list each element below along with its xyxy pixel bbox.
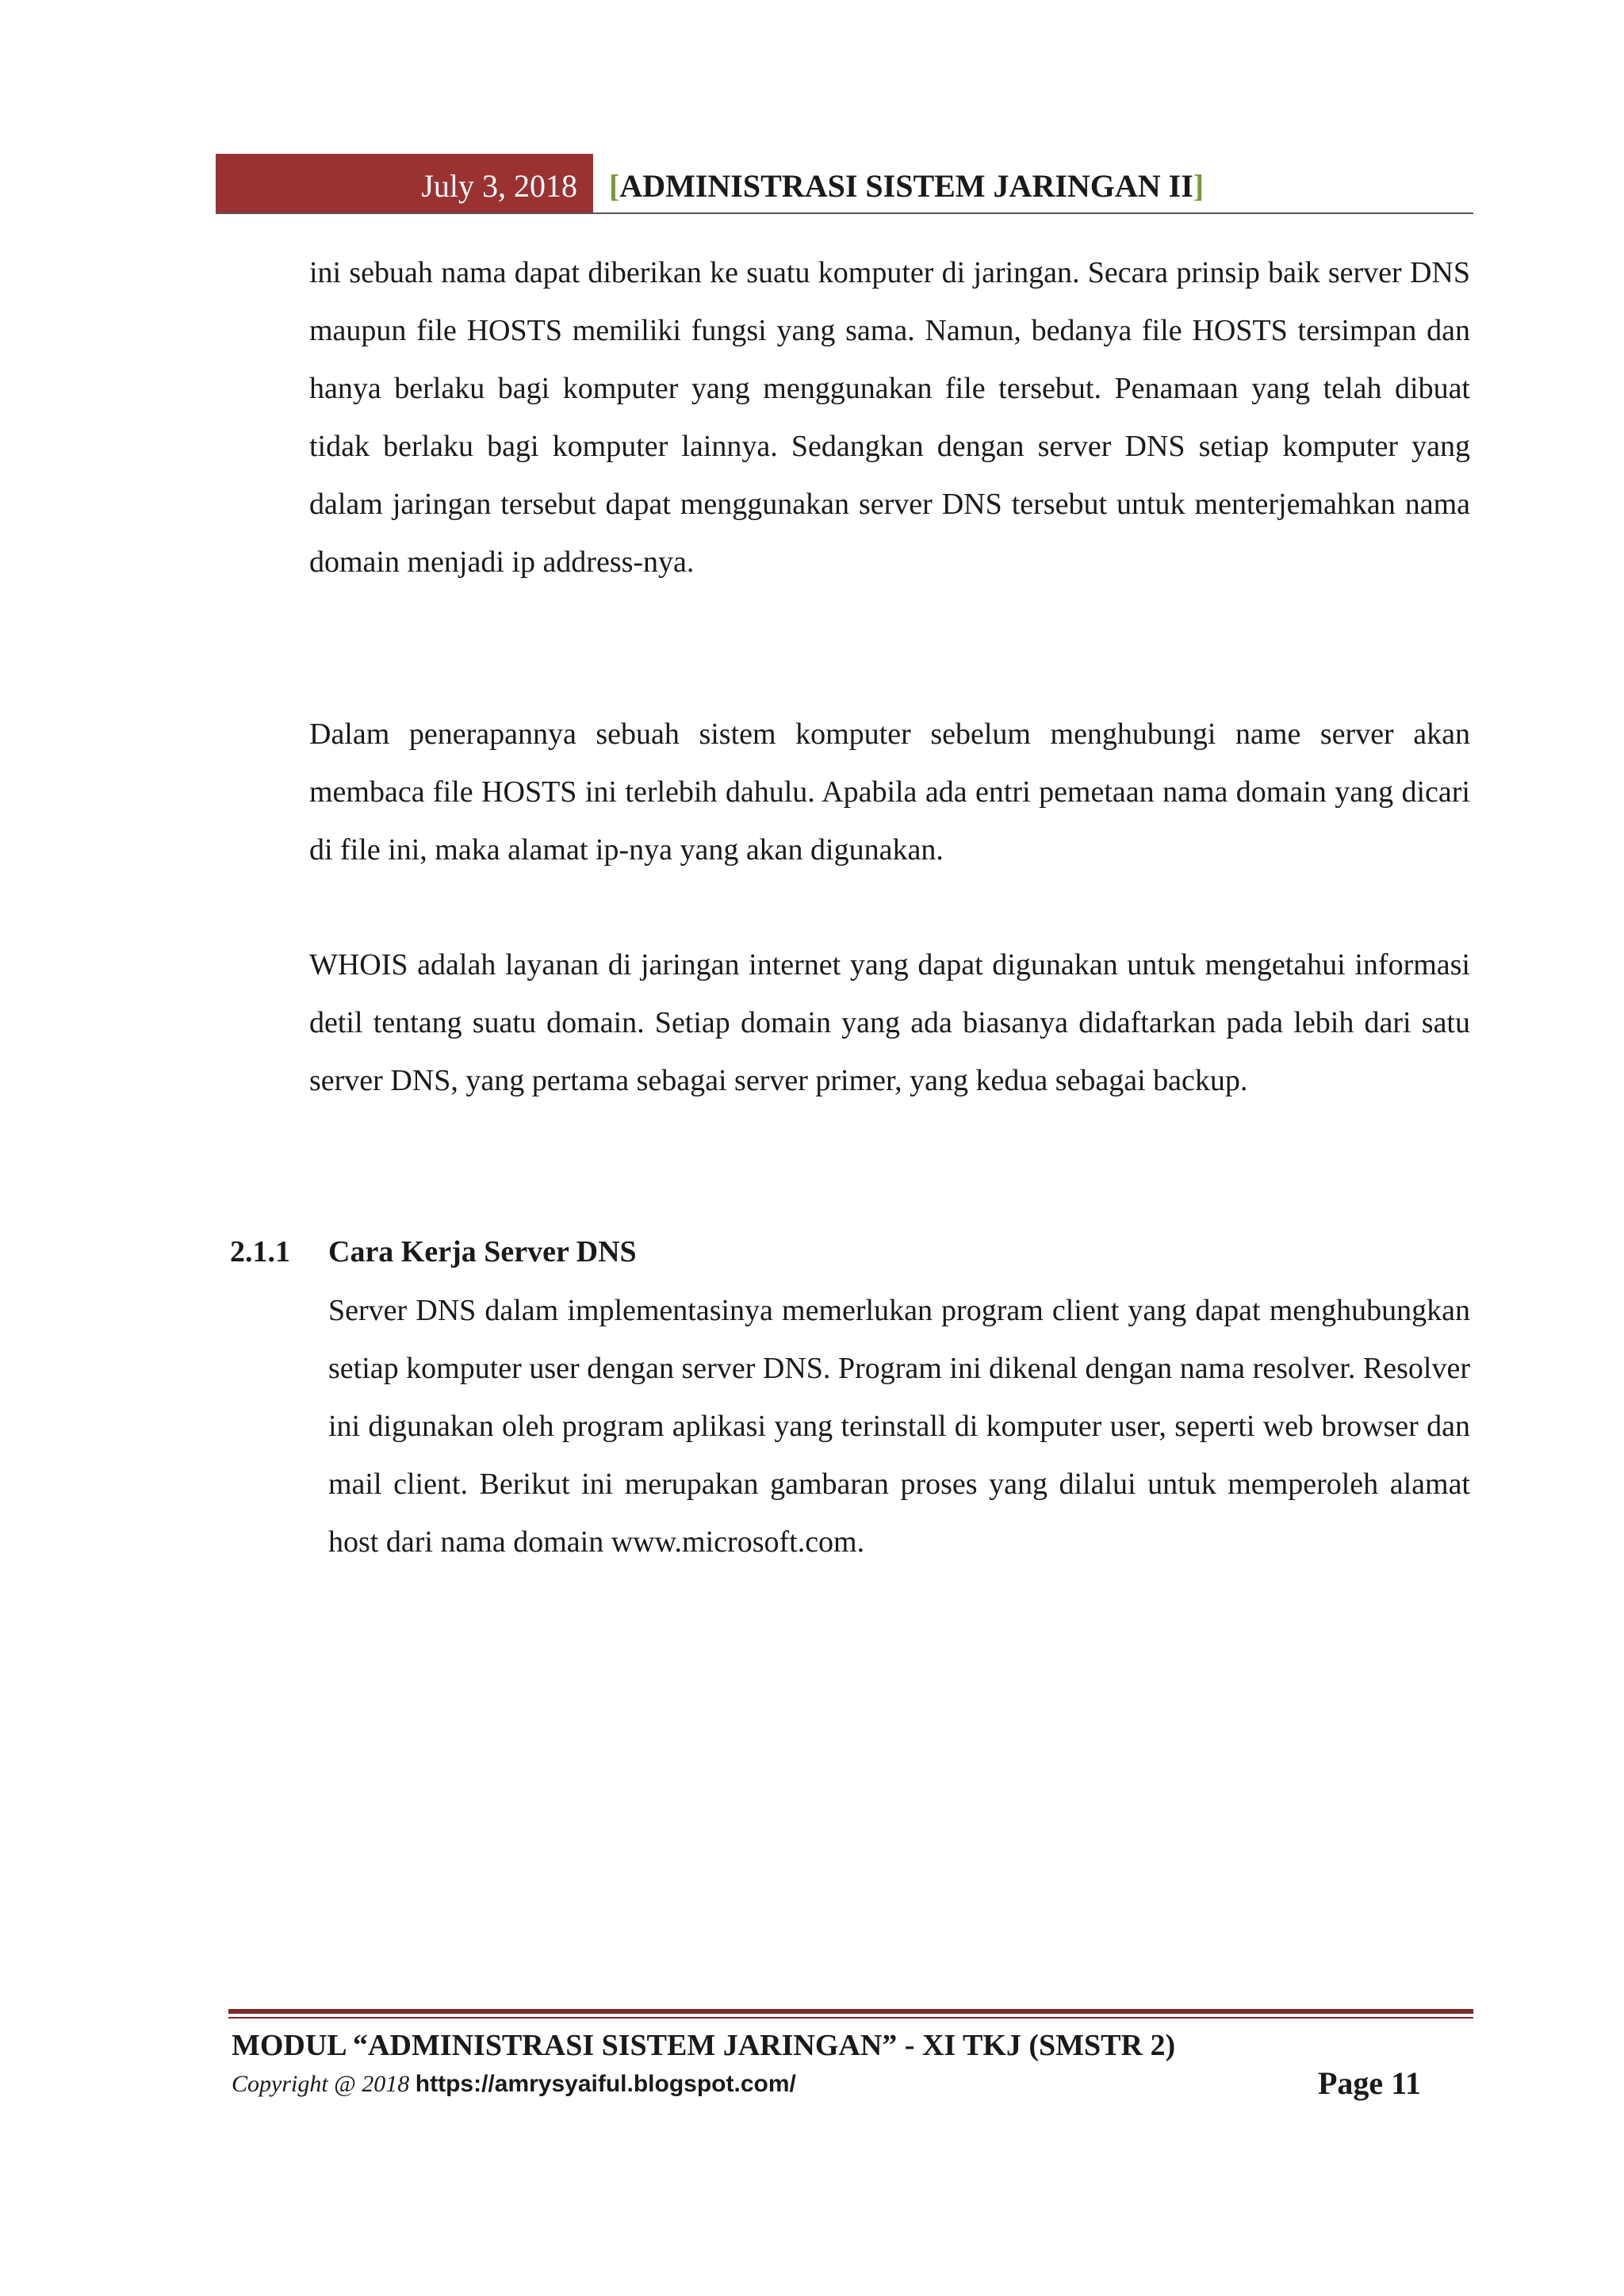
header-divider [216,212,1473,214]
footer-module-title: MODUL “ADMINISTRASI SISTEM JARINGAN” - XI TKJ (SMSTR 2) [232,2029,1176,2062]
footer-divider-thin [228,2017,1473,2019]
header-bracket-open: [ [609,168,620,204]
copyright-label: Copyright @ 2018 [232,2071,410,2097]
footer-copyright [232,2064,796,2104]
page-number: Page 11 [1318,2065,1421,2101]
header-date-bar [216,154,593,212]
blog-link[interactable]: https://amrysyaiful.blogspot.com/ [415,2071,796,2097]
section-heading: Cara Kerja Server DNS [328,1235,637,1269]
header-bracket-close: ] [1193,168,1205,204]
section-paragraph: Server DNS dalam implementasinya memerlukan program client yang dapat menghubungkan setiap komputer user dengan server DNS. Program ini dikenal dengan nama resolver. Resolver ini digunakan oleh program aplikasi yang terinstall di komputer user, seperti web browser dan mail client. Berikut ini merupakan gambaran proses yang dilalui untuk memperoleh alamat host dari nama domain www.microsoft.com. [328,1294,1470,1559]
body-paragraph-2: Dalam penerapannya sebuah sistem komputer sebelum menghubungi name server akan membaca file HOSTS ini terlebih dahulu. Apabila ada entri pemetaan nama domain yang dicari di file ini, maka alamat ip-nya yang akan digunakan. [309,718,1470,867]
header-date: July 3, 2018 [421,168,577,204]
section-number: 2.1.1 [230,1235,290,1269]
body-paragraph-1: ini sebuah nama dapat diberikan ke suatu komputer di jaringan. Secara prinsip baik server DNS maupun file HOSTS memiliki fungsi yang sama. Namun, bedanya file HOSTS tersimpan dan hanya berlaku bagi komputer yang menggunakan file tersebut. Penamaan yang telah dibuat tidak berlaku bagi komputer lainnya. Sedangkan dengan server DNS setiap komputer yang dalam jaringan tersebut dapat menggunakan server DNS tersebut untuk menterjemahkan nama domain menjadi ip address-nya. [309,256,1470,579]
footer-divider-thick [228,2009,1473,2014]
header-title-text: ADMINISTRASI SISTEM JARINGAN II [619,168,1193,204]
body-paragraph-3: WHOIS adalah layanan di jaringan internet yang dapat digunakan untuk mengetahui informasi detil tentang suatu domain. Setiap domain yang ada biasanya didaftarkan pada lebih dari satu server DNS, yang pertama sebagai server primer, yang kedua sebagai backup. [309,948,1470,1097]
header-title [609,154,1204,212]
